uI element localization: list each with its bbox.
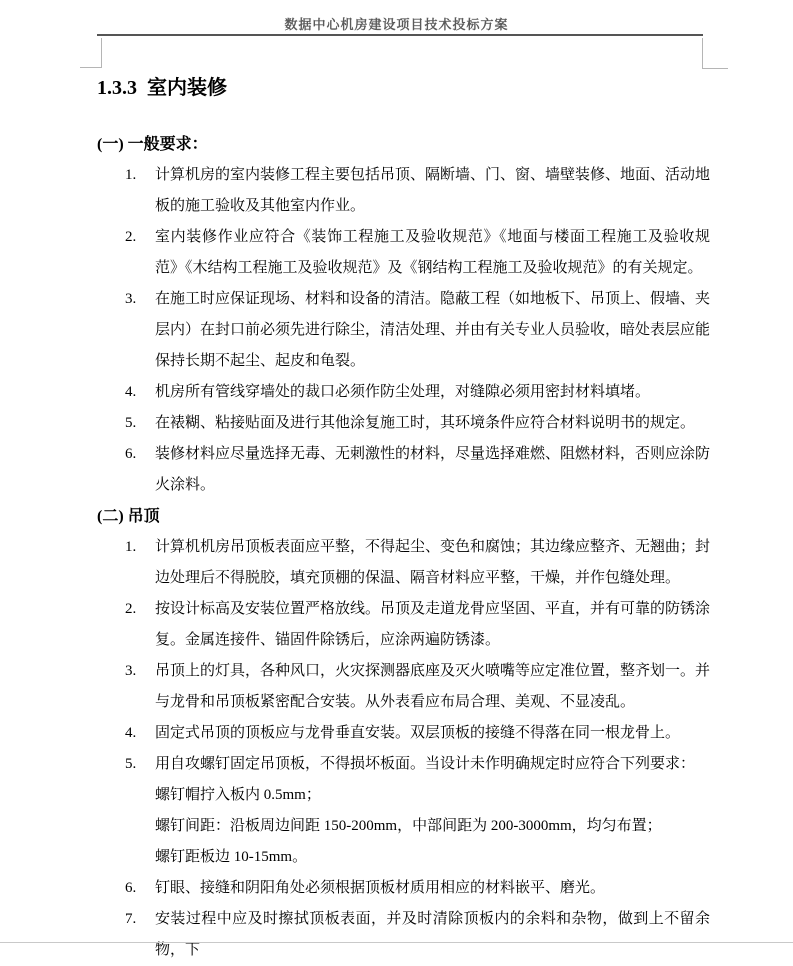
subsection-label-1: (一) 一般要求： [97,136,208,153]
list-item [97,718,710,749]
list-item-text: 室内装修作业应符合《装饰工程施工及验收规范》《地面与楼面工程施工及验收规范》《木结构工程施工及验收规范》及《钢结构工程施工及验收规范》的有关规定。 [155,229,710,276]
list-item [97,656,710,718]
list-item-number: 6. [125,880,137,896]
list-item-subline: 螺钉距板边 10-15mm。 [155,849,308,865]
list-item-number: 5. [125,756,137,772]
list-item [97,377,710,408]
list-item-number: 2. [125,601,137,617]
section-heading: 1.3.3 室内装修 [97,77,227,99]
list-item-number: 4. [125,384,137,400]
header-rule [97,34,703,36]
list-item-text [155,749,710,873]
list-item-text: 在裱糊、粘接贴面及进行其他涂复施工时，其环境条件应符合材料说明书的规定。 [155,415,696,431]
list-item-number: 3. [125,291,137,307]
list-item-text: 吊顶上的灯具，各种风口，火灾探测器底座及灭火喷嘴等应定准位置，整齐划一。并与龙骨和吊顶板紧密配合安装。从外表看应布局合理、美观、不显凌乱。 [155,663,711,710]
document-body [97,76,710,966]
list-item-subline: 螺钉帽拧入板内 0.5mm； [155,787,321,803]
list-item [97,160,710,222]
list-item-number: 4. [125,725,137,741]
list-item-text: 固定式吊顶的顶板应与龙骨垂直安装。双层顶板的接缝不得落在同一根龙骨上。 [155,725,681,741]
list-item [97,749,710,873]
list-item-subline: 螺钉间距：沿板周边间距 150-200mm，中部间距为 200-3000mm，均匀布置； [155,818,662,834]
subsection-label-2: (二) 吊顶 [97,508,160,525]
list-item-text: 装修材料应尽量选择无毒、无刺激性的材料，尽量选择难燃、阻燃材料，否则应涂防火涂料。 [155,446,711,493]
list-item-text: 机房所有管线穿墙处的裁口必须作防尘处理，对缝隙必须用密封材料填堵。 [155,384,651,400]
list-item-number: 7. [125,911,137,927]
list-item-text: 钉眼、接缝和阴阳角处必须根据顶板材质用相应的材料嵌平、磨光。 [155,880,606,896]
list-item-number: 2. [125,229,137,245]
list-item-number: 6. [125,446,137,462]
list-item [97,532,710,594]
list-item-number: 1. [125,167,137,183]
list-item [97,904,710,966]
list-item-number: 1. [125,539,137,555]
list-item-text: 计算机机房吊顶板表面应平整，不得起尘、变色和腐蚀；其边缘应整齐、无翘曲；封边处理后不得脱胶，填充顶棚的保温、隔音材料应平整，干燥，并作包缝处理。 [155,539,711,586]
page-header-title: 数据中心机房建设项目技术投标方案 [284,17,509,32]
list-item-text: 在施工时应保证现场、材料和设备的清洁。隐蔽工程（如地板下、吊顶上、假墙、夹层内）在封口前必须先进行除尘，清洁处理、并由有关专业人员验收，暗处表层应能保持长期不起尘、起皮和龟裂。 [155,291,711,369]
list-item-text: 按设计标高及安装位置严格放线。吊顶及走道龙骨应坚固、平直，并有可靠的防锈涂复。金属连接件、锚固件除锈后，应涂两遍防锈漆。 [155,601,711,648]
list-item [97,408,710,439]
list-item-text: 安装过程中应及时擦拭顶板表面，并及时清除顶板内的余料和杂物，做到上不留余物，下 [155,911,710,958]
list-item-number: 5. [125,415,137,431]
text-boundary-mark-top-left [80,38,102,68]
list-item [97,594,710,656]
list-item-main-text: 用自攻螺钉固定吊顶板，不得损坏板面。当设计未作明确规定时应符合下列要求： [155,756,696,772]
list-item [97,284,710,377]
list-item [97,873,710,904]
list-item [97,222,710,284]
list-item-number: 3. [125,663,137,679]
text-boundary-mark-top-right [702,38,728,69]
list-item [97,439,710,501]
list-item-text: 计算机房的室内装修工程主要包括吊顶、隔断墙、门、窗、墙壁装修、地面、活动地板的施工验收及其他室内作业。 [155,167,711,214]
